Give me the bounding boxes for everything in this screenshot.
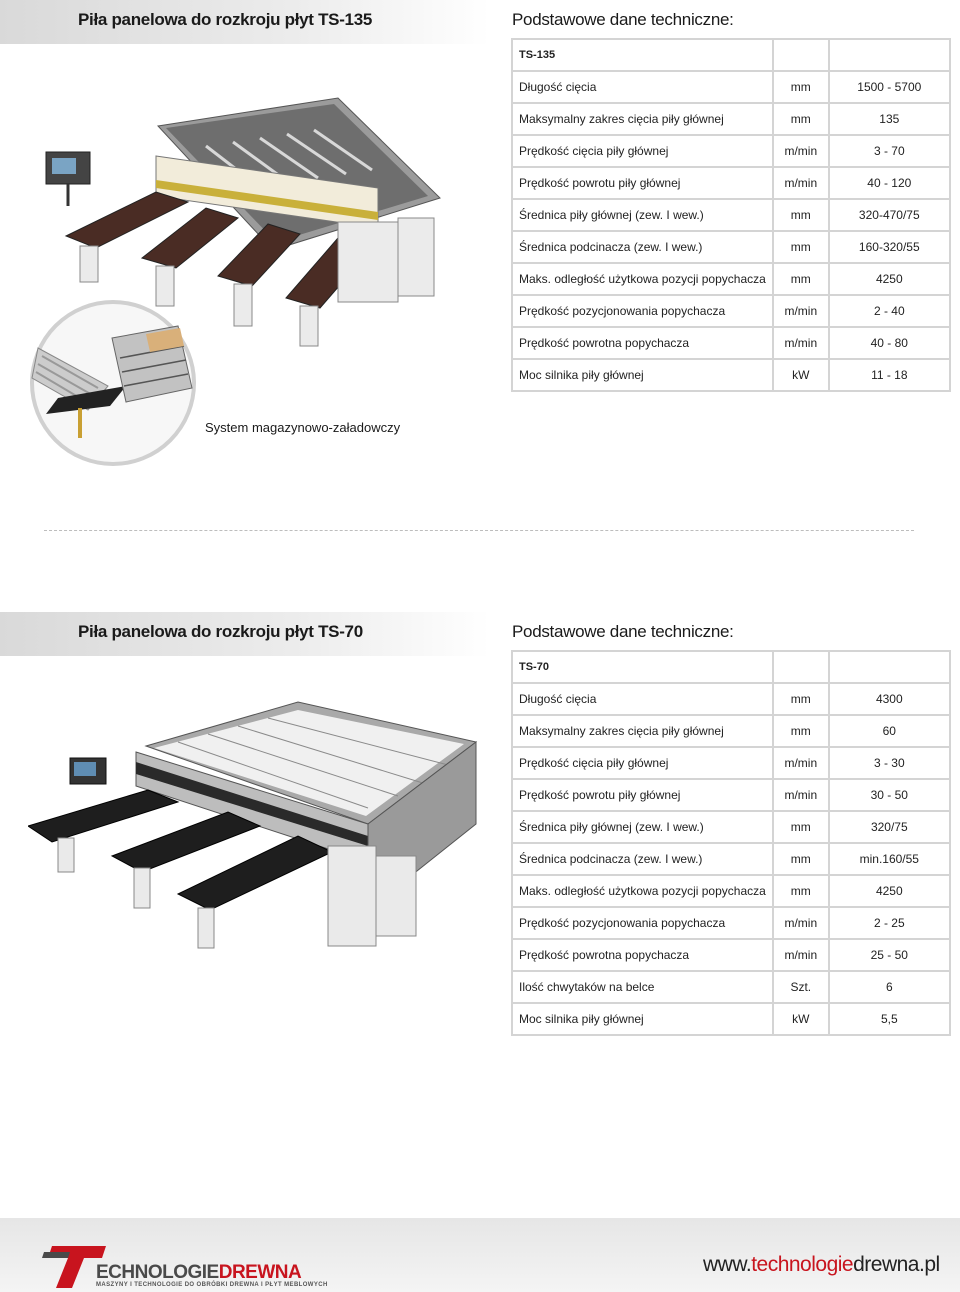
spec-row bbox=[512, 359, 950, 391]
spec-row bbox=[512, 103, 950, 135]
website-link[interactable]: www.technologiedrewna.pl bbox=[703, 1253, 940, 1276]
table-header-row bbox=[512, 651, 950, 683]
spec-value-cell: 320/75 bbox=[829, 811, 950, 843]
spec-unit-cell: mm bbox=[773, 71, 829, 103]
model-cell: TS-70 bbox=[512, 651, 773, 683]
spec-unit-cell: m/min bbox=[773, 135, 829, 167]
spec-param-cell: Maksymalny zakres cięcia piły głównej bbox=[512, 103, 773, 135]
spec-value-cell: 25 - 50 bbox=[829, 939, 950, 971]
spec-row bbox=[512, 907, 950, 939]
spec-row bbox=[512, 263, 950, 295]
spec-row bbox=[512, 683, 950, 715]
spec-unit-cell: mm bbox=[773, 683, 829, 715]
spec-value-cell: min.160/55 bbox=[829, 843, 950, 875]
spec-value-cell: 60 bbox=[829, 715, 950, 747]
spec-value-cell: 5,5 bbox=[829, 1003, 950, 1035]
spec-row bbox=[512, 971, 950, 1003]
spec-unit-cell: kW bbox=[773, 1003, 829, 1035]
spec-param-cell: Maks. odległość użytkowa pozycji popychacza bbox=[512, 875, 773, 907]
product-title-ts135: Piła panelowa do rozkroju płyt TS-135 bbox=[78, 10, 373, 29]
table-header-row bbox=[512, 39, 950, 71]
spec-param-cell: Prędkość cięcia piły głównej bbox=[512, 747, 773, 779]
spec-param-cell: Prędkość pozycjonowania popychacza bbox=[512, 907, 773, 939]
spec-param-cell: Średnica podcinacza (zew. I wew.) bbox=[512, 231, 773, 263]
spec-param-cell: Średnica podcinacza (zew. I wew.) bbox=[512, 843, 773, 875]
spec-row bbox=[512, 295, 950, 327]
spec-unit-cell: mm bbox=[773, 811, 829, 843]
spec-heading-ts70: Podstawowe dane techniczne: bbox=[512, 622, 734, 641]
spec-value-cell: 11 - 18 bbox=[829, 359, 950, 391]
inset-caption: System magazynowo-załadowczy bbox=[205, 420, 401, 435]
spec-unit-cell: mm bbox=[773, 231, 829, 263]
spec-row bbox=[512, 939, 950, 971]
spec-param-cell: Średnica piły głównej (zew. I wew.) bbox=[512, 811, 773, 843]
spec-value-cell: 40 - 120 bbox=[829, 167, 950, 199]
spec-table-ts135 bbox=[511, 38, 951, 392]
spec-heading-ts135: Podstawowe dane techniczne: bbox=[512, 10, 734, 29]
spec-value-cell: 30 - 50 bbox=[829, 779, 950, 811]
spec-value-cell: 135 bbox=[829, 103, 950, 135]
spec-param-cell: Maksymalny zakres cięcia piły głównej bbox=[512, 715, 773, 747]
spec-value-cell: 4250 bbox=[829, 263, 950, 295]
spec-unit-cell: mm bbox=[773, 875, 829, 907]
brand-tagline: MASZYNY I TECHNOLOGIE DO OBRÓBKI DREWNA I PŁYT MEBLOWYCH bbox=[96, 1282, 328, 1288]
spec-row bbox=[512, 71, 950, 103]
spec-value-cell: 2 - 40 bbox=[829, 295, 950, 327]
spec-value-cell: 320-470/75 bbox=[829, 199, 950, 231]
storage-loading-system-inset bbox=[28, 298, 198, 468]
spec-value-cell: 1500 - 5700 bbox=[829, 71, 950, 103]
spec-value-cell: 160-320/55 bbox=[829, 231, 950, 263]
spec-unit-cell: m/min bbox=[773, 295, 829, 327]
spec-unit-cell: mm bbox=[773, 263, 829, 295]
spec-unit-cell: mm bbox=[773, 199, 829, 231]
spec-unit-cell: kW bbox=[773, 359, 829, 391]
spec-param-cell: Długość cięcia bbox=[512, 71, 773, 103]
spec-value-cell: 4300 bbox=[829, 683, 950, 715]
spec-row bbox=[512, 715, 950, 747]
spec-value-cell: 4250 bbox=[829, 875, 950, 907]
product-title-ts70: Piła panelowa do rozkroju płyt TS-70 bbox=[78, 622, 363, 641]
spec-unit-cell: m/min bbox=[773, 779, 829, 811]
spec-row bbox=[512, 875, 950, 907]
section-divider bbox=[44, 530, 914, 531]
spec-param-cell: Prędkość powrotu piły głównej bbox=[512, 779, 773, 811]
spec-value-cell: 40 - 80 bbox=[829, 327, 950, 359]
spec-unit-cell: m/min bbox=[773, 939, 829, 971]
spec-unit-cell: mm bbox=[773, 843, 829, 875]
spec-unit-cell: mm bbox=[773, 103, 829, 135]
spec-value-cell: 6 bbox=[829, 971, 950, 1003]
spec-value-cell: 3 - 30 bbox=[829, 747, 950, 779]
brand-logo-text: ECHNOLOGIEDREWNA bbox=[96, 1262, 302, 1283]
spec-row bbox=[512, 167, 950, 199]
spec-param-cell: Prędkość powrotu piły głównej bbox=[512, 167, 773, 199]
spec-param-cell: Prędkość powrotna popychacza bbox=[512, 939, 773, 971]
spec-row bbox=[512, 747, 950, 779]
spec-row bbox=[512, 231, 950, 263]
spec-unit-cell: m/min bbox=[773, 327, 829, 359]
spec-row bbox=[512, 779, 950, 811]
spec-row bbox=[512, 135, 950, 167]
spec-row bbox=[512, 1003, 950, 1035]
spec-unit-cell: m/min bbox=[773, 167, 829, 199]
spec-param-cell: Prędkość cięcia piły głównej bbox=[512, 135, 773, 167]
spec-value-cell: 3 - 70 bbox=[829, 135, 950, 167]
spec-param-cell: Ilość chwytaków na belce bbox=[512, 971, 773, 1003]
spec-param-cell: Moc silnika piły głównej bbox=[512, 359, 773, 391]
spec-value-cell: 2 - 25 bbox=[829, 907, 950, 939]
panel-saw-ts70-image bbox=[28, 696, 478, 966]
model-cell: TS-135 bbox=[512, 39, 773, 71]
spec-param-cell: Moc silnika piły głównej bbox=[512, 1003, 773, 1035]
spec-row bbox=[512, 199, 950, 231]
spec-unit-cell: m/min bbox=[773, 907, 829, 939]
spec-row bbox=[512, 811, 950, 843]
spec-param-cell: Długość cięcia bbox=[512, 683, 773, 715]
spec-param-cell: Prędkość powrotna popychacza bbox=[512, 327, 773, 359]
spec-row bbox=[512, 327, 950, 359]
spec-unit-cell: Szt. bbox=[773, 971, 829, 1003]
spec-row bbox=[512, 843, 950, 875]
spec-table-ts70 bbox=[511, 650, 951, 1036]
spec-unit-cell: m/min bbox=[773, 747, 829, 779]
spec-param-cell: Maks. odległość użytkowa pozycji popychacza bbox=[512, 263, 773, 295]
spec-unit-cell: mm bbox=[773, 715, 829, 747]
spec-param-cell: Prędkość pozycjonowania popychacza bbox=[512, 295, 773, 327]
spec-param-cell: Średnica piły głównej (zew. I wew.) bbox=[512, 199, 773, 231]
